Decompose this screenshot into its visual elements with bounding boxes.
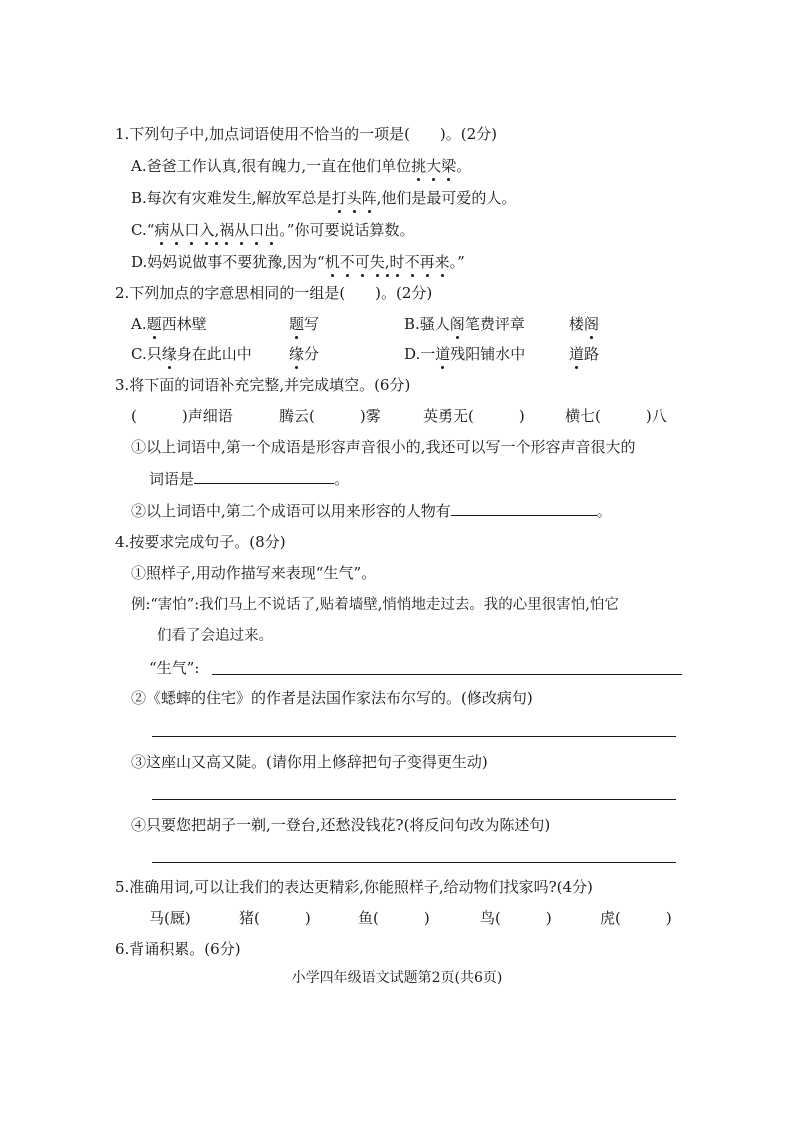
q1-option-a: A.爸爸工作认真,很有魄力,一直在他们单位挑大梁。 bbox=[131, 157, 472, 175]
q2-option-d-sentence: D.一道残阳铺水中 bbox=[404, 345, 526, 363]
q5-item-horse: 马(厩) bbox=[149, 909, 191, 927]
q3-sub-1-cont: 词语是 。 bbox=[149, 470, 350, 488]
q1-option-c: C.“病从口入,祸从口出。”你可要说话算数。 bbox=[131, 221, 415, 239]
q5-stem: 5.准确用词,可以让我们的表达更精彩,你能照样子,给动物们找家吗?(4分) bbox=[115, 878, 593, 896]
q4-sub-4: ④只要您把胡子一剃,一登台,还愁没钱花?(将反问句改为陈述句) bbox=[131, 816, 551, 834]
q3-word-4: 横七( )八 bbox=[565, 407, 667, 425]
q2-stem: 2.下列加点的字意思相同的一组是( )。(2分) bbox=[115, 284, 433, 302]
q4-example-2: 们看了会追过来。 bbox=[157, 628, 273, 644]
q2-option-c-word: 缘分 bbox=[289, 345, 320, 363]
q6-stem: 6.背诵积累。(6分) bbox=[115, 940, 241, 958]
q4-answer-line-3[interactable] bbox=[152, 799, 676, 800]
q5-item-tiger: 虎( ) bbox=[600, 909, 672, 927]
q3-word-3: 英勇无( ) bbox=[423, 407, 525, 425]
q2-option-b-sentence: B.骚人阁笔费评章 bbox=[404, 315, 525, 333]
q3-stem: 3.将下面的词语补充完整,并完成填空。(6分) bbox=[115, 376, 411, 394]
q1-option-b: B.每次有灾难发生,解放军总是打头阵,他们是最可爱的人。 bbox=[131, 189, 517, 207]
q4-stem: 4.按要求完成句子。(8分) bbox=[115, 533, 286, 551]
q2-option-b-word: 楼阁 bbox=[569, 315, 600, 333]
q4-answer-line-2[interactable] bbox=[152, 736, 676, 737]
q4-sub-1: ①照样子,用动作描写来表现“生气”。 bbox=[131, 564, 377, 582]
q3-sub-1: ①以上词语中,第一个成语是形容声音很小的,我还可以写一个形容声音很大的 bbox=[131, 438, 636, 456]
q2-option-a-word: 题写 bbox=[289, 315, 320, 333]
q4-answer-line-4[interactable] bbox=[152, 862, 676, 863]
q1-option-d: D.妈妈说做事不要犹豫,因为“机不可失,时不再来。” bbox=[131, 253, 465, 271]
q2-option-a-sentence: A.题西林壁 bbox=[131, 315, 207, 333]
q5-item-fish: 鱼( ) bbox=[358, 909, 430, 927]
q3-answer-blank-1[interactable] bbox=[194, 469, 334, 484]
q2-option-d-word: 道路 bbox=[569, 345, 600, 363]
q3-sub-2: ②以上词语中,第二个成语可以用来形容的人物有 。 bbox=[131, 502, 612, 520]
q4-example-1: 例:“害怕”:我们马上不说话了,贴着墙壁,悄悄地走过去。我的心里很害怕,怕它 bbox=[131, 597, 619, 613]
q1-stem: 1.下列句子中,加点词语使用不恰当的一项是( )。(2分) bbox=[115, 125, 498, 143]
q3-answer-blank-2[interactable] bbox=[451, 501, 597, 516]
q3-word-2: 腾云( )雾 bbox=[279, 407, 381, 425]
q4-angry-label: “生气”: bbox=[149, 659, 200, 677]
q5-item-pig: 猪( ) bbox=[239, 909, 311, 927]
q3-word-1: ( )声细语 bbox=[131, 407, 233, 425]
q5-item-bird: 鸟( ) bbox=[480, 909, 552, 927]
page-footer: 小学四年级语文试题第2页(共6页) bbox=[291, 970, 503, 986]
q4-sub-3: ③这座山又高又陡。(请你用上修辞把句子变得更生动) bbox=[131, 753, 488, 771]
q2-option-c-sentence: C.只缘身在此山中 bbox=[131, 345, 252, 363]
q4-sub-2: ②《蟋蟀的住宅》的作者是法国作家法布尔写的。(修改病句) bbox=[131, 689, 533, 707]
q4-answer-line-1[interactable] bbox=[212, 674, 682, 675]
